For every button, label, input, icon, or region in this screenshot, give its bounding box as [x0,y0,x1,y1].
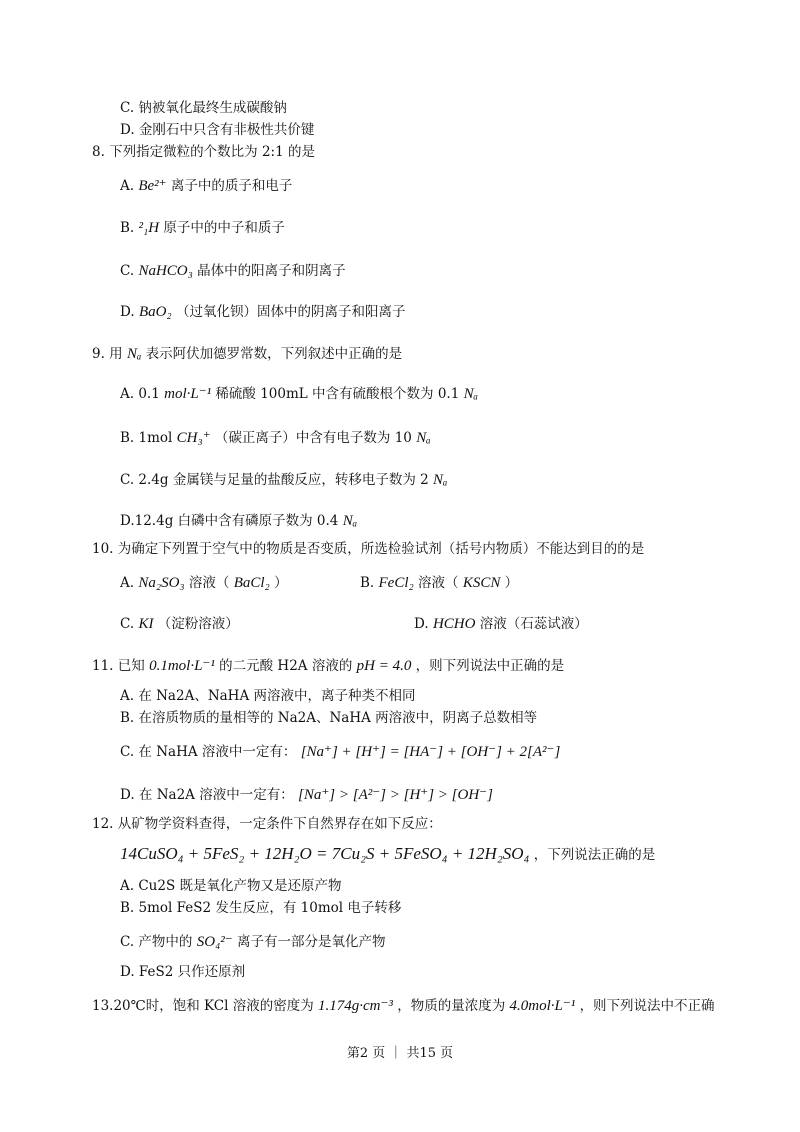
q13-stem: 13.20℃时，饱和 KCl 溶液的密度为 1.174g·cm⁻³ ，物质的量浓度为 4.0mol·L⁻¹ ，则下列说法中不正确 [92,998,715,1014]
q8-option-b: B. ²₁H 原子中的中子和质子 [120,220,285,236]
q9-option-c: C. 2.4g 金属镁与足量的盐酸反应，转移电子数为 2 Nₐ [120,472,448,488]
q10-option-d: D. HCHO 溶液（石蕊试液） [414,616,588,632]
q8-option-c: C. NaHCO₃ 晶体中的阳离子和阴离子 [120,263,346,279]
q7-option-d: D. 金刚石中只含有非极性共价键 [120,122,315,138]
page-footer: 第2 页 ｜ 共15 页 [346,1046,454,1061]
q9-option-a: A. 0.1 mol·L⁻¹ 稀硫酸 100mL 中含有硫酸根个数为 0.1 Nₐ [120,386,479,402]
q12-option-a: A. Cu2S 既是氧化产物又是还原产物 [120,878,342,894]
q11-option-d: D. 在 Na2A 溶液中一定有： [Na⁺] > [A²⁻] > [H⁺] > [OH⁻] [120,787,493,803]
q10-stem: 10. 为确定下列置于空气中的物质是否变质，所选检验试剂（括号内物质）不能达到目的的是 [92,541,645,557]
q12-equation: 14CuSO₄ + 5FeS₂ + 12H₂O = 7Cu₂S + 5FeSO₄ + 12H₂SO₄ ，下列说法正确的是 [120,844,656,863]
q12-stem: 12. 从矿物学资料查得，一定条件下自然界存在如下反应： [92,816,442,832]
q9-stem: 9. 用 Nₐ 表示阿伏加德罗常数，下列叙述中正确的是 [92,346,403,362]
q8-option-a: A. Be²⁺ 离子中的质子和电子 [120,178,293,194]
q12-option-c: C. 产物中的 SO₄²⁻ 离子有一部分是氧化产物 [120,934,386,950]
q8-option-d: D. BaO₂ （过氧化钡）固体中的阴离子和阳离子 [120,304,406,320]
q12-option-d: D. FeS2 只作还原剂 [120,964,246,980]
q9-option-b: B. 1mol CH₃⁺ （碳正离子）中含有电子数为 10 Nₐ [120,430,431,446]
q12-option-b: B. 5mol FeS2 发生反应，有 10mol 电子转移 [120,900,402,916]
q8-stem: 8. 下列指定微粒的个数比为 2:1 的是 [92,144,315,160]
q10-option-b: B. FeCl₂ 溶液（ KSCN ） [360,575,519,591]
q11-option-c: C. 在 NaHA 溶液中一定有： [Na⁺] + [H⁺] = [HA⁻] + [OH⁻] + 2[A²⁻] [120,744,561,760]
q10-option-c: C. KI （淀粉溶液） [120,616,239,632]
q10-option-a: A. Na₂SO₃ 溶液（ BaCl₂ ） [120,575,288,591]
q11-option-a: A. 在 Na2A、NaHA 两溶液中，离子种类不相同 [120,688,416,704]
q11-option-b: B. 在溶质物质的量相等的 Na2A、NaHA 两溶液中，阴离子总数相等 [120,710,538,726]
q7-option-c: C. 钠被氧化最终生成碳酸钠 [120,100,287,116]
q9-option-d: D.12.4g 白磷中含有磷原子数为 0.4 Nₐ [120,513,358,529]
q11-stem: 11. 已知 0.1mol·L⁻¹ 的二元酸 H2A 溶液的 pH = 4.0 ，则下列说法中正确的是 [92,658,565,674]
